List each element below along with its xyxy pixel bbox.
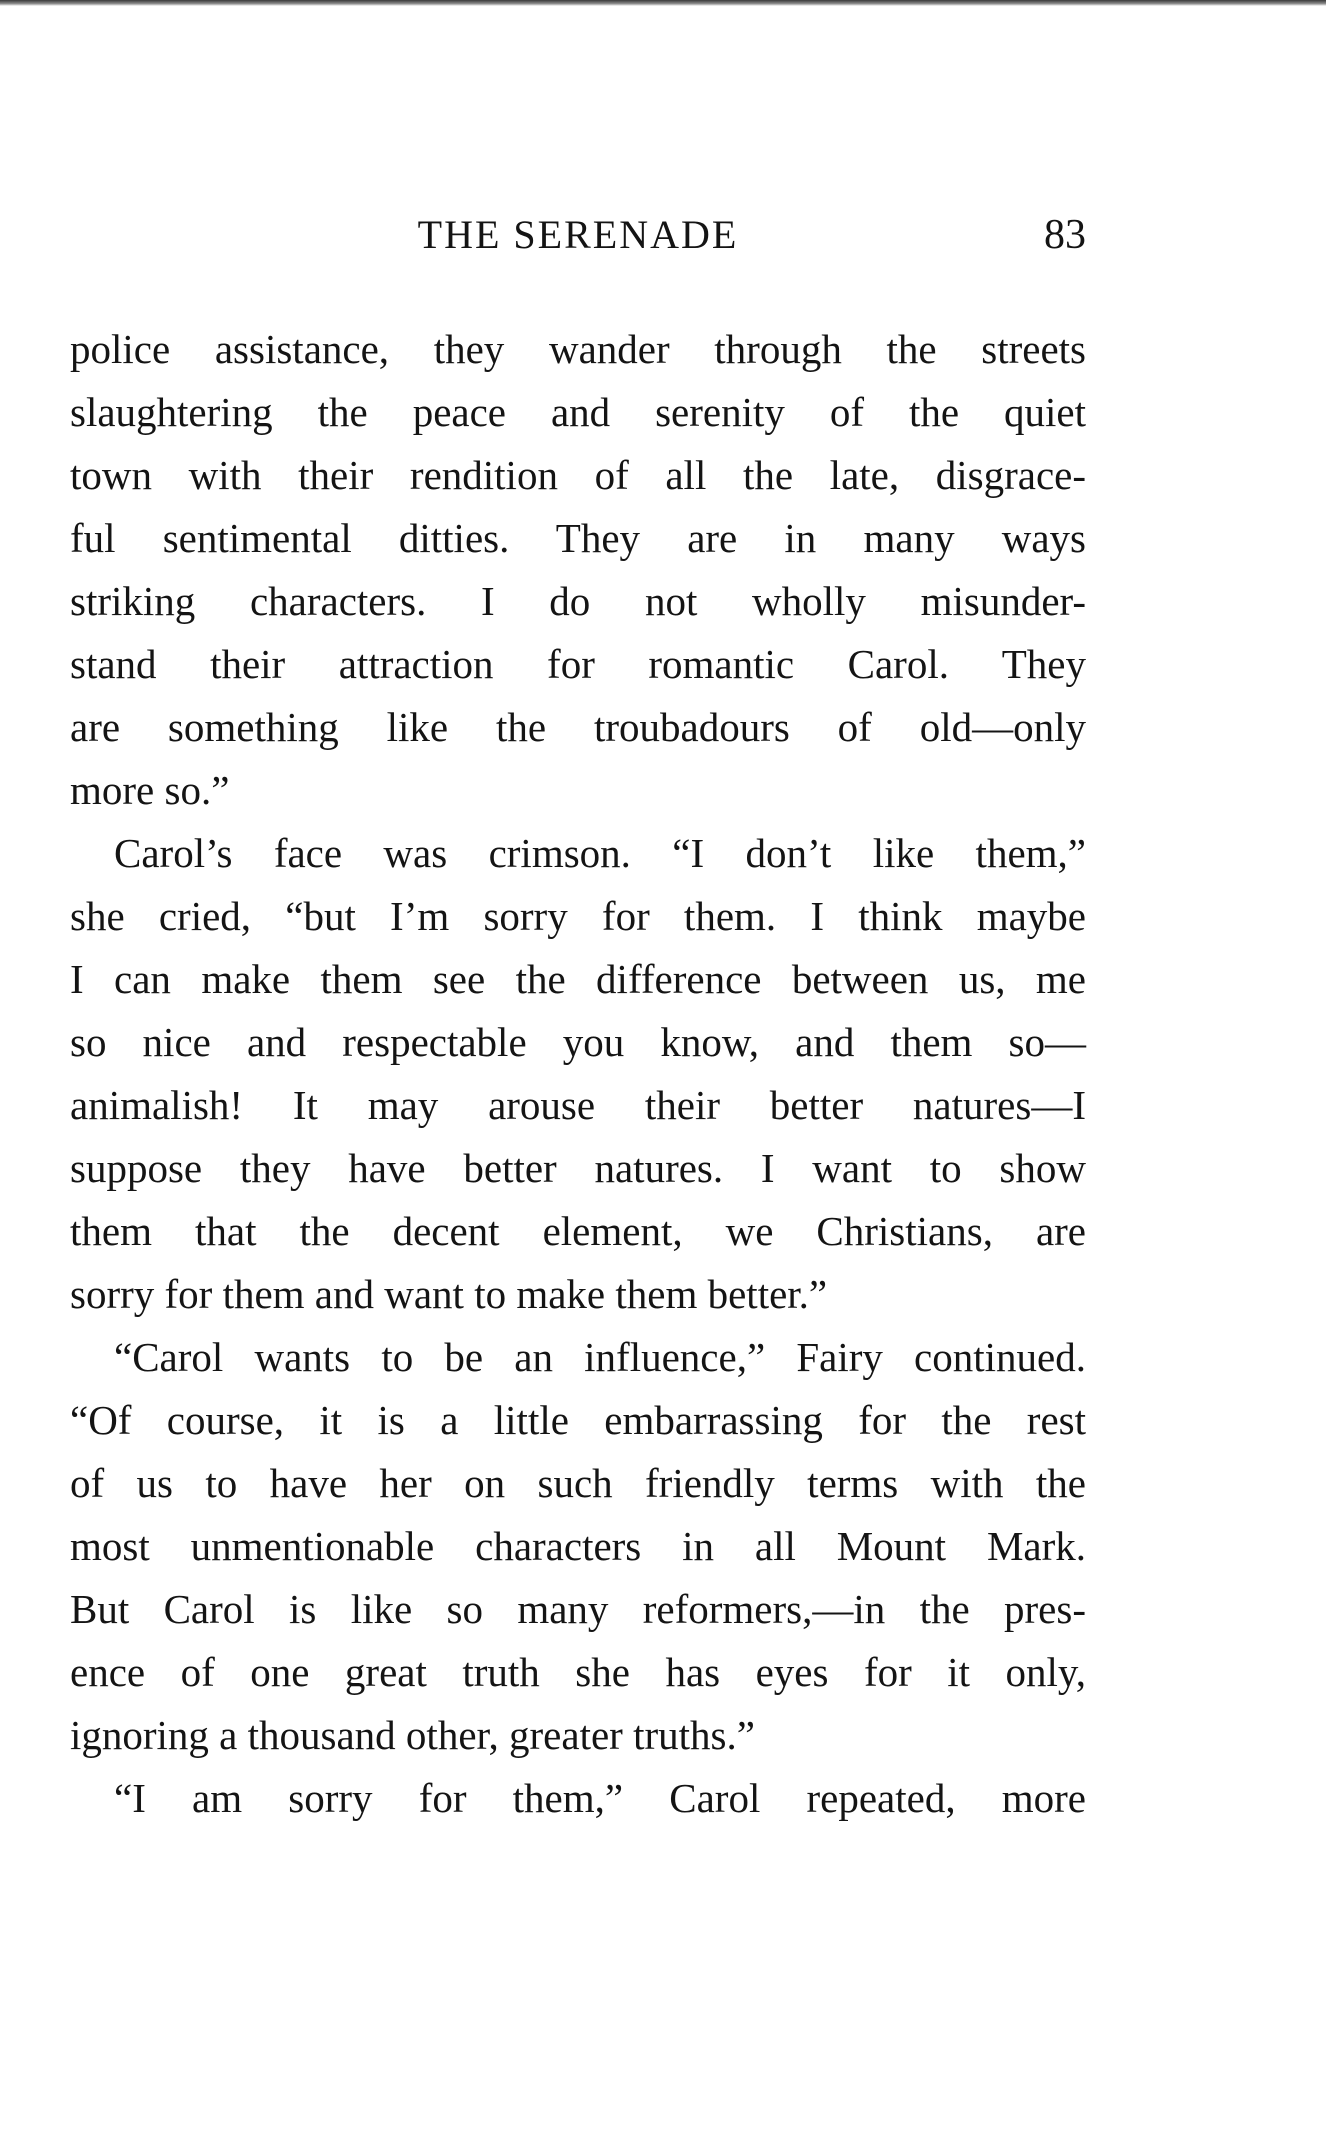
text-line: ignoring a thousand other, greater truths.” <box>70 1712 755 1758</box>
text-line: slaughtering the peace and serenity of the quiet <box>70 389 1086 435</box>
text-line: sorry for them and want to make them better.” <box>70 1271 828 1317</box>
text-line: most unmentionable characters in all Mount Mark. <box>70 1523 1086 1569</box>
text-line: suppose they have better natures. I want to show <box>70 1145 1086 1191</box>
body-text <box>70 318 1086 1830</box>
text-line: them that the decent element, we Christians, are <box>70 1208 1086 1254</box>
text-line: ful sentimental ditties. They are in many ways <box>70 515 1086 561</box>
text-line: “Carol wants to be an influence,” Fairy continued. <box>114 1334 1086 1380</box>
text-line: ence of one great truth she has eyes for it only, <box>70 1649 1086 1695</box>
text-line: stand their attraction for romantic Carol. They <box>70 641 1086 687</box>
text-line: are something like the troubadours of old—only <box>70 704 1086 750</box>
text-line: “I am sorry for them,” Carol repeated, more <box>114 1775 1086 1821</box>
text-line: so nice and respectable you know, and them so— <box>70 1019 1086 1065</box>
text-line: striking characters. I do not wholly misunder- <box>70 578 1086 624</box>
running-head <box>70 205 1086 265</box>
text-line: “Of course, it is a little embarrassing for the rest <box>70 1397 1086 1443</box>
page-number: 83 <box>1044 212 1086 258</box>
text-line: animalish! It may arouse their better natures—I <box>70 1082 1086 1128</box>
text-line: police assistance, they wander through the streets <box>70 326 1086 372</box>
text-line: of us to have her on such friendly terms with the <box>70 1460 1086 1506</box>
text-line: But Carol is like so many reformers,—in the pres- <box>70 1586 1086 1632</box>
running-title: THE SERENADE <box>417 212 739 257</box>
text-line: Carol’s face was crimson. “I don’t like them,” <box>114 830 1086 876</box>
text-line: I can make them see the difference between us, me <box>70 956 1086 1002</box>
book-page <box>70 0 1086 2156</box>
text-line: more so.” <box>70 767 230 813</box>
text-line: town with their rendition of all the late, disgrace- <box>70 452 1086 498</box>
text-line: she cried, “but I’m sorry for them. I think maybe <box>70 893 1086 939</box>
